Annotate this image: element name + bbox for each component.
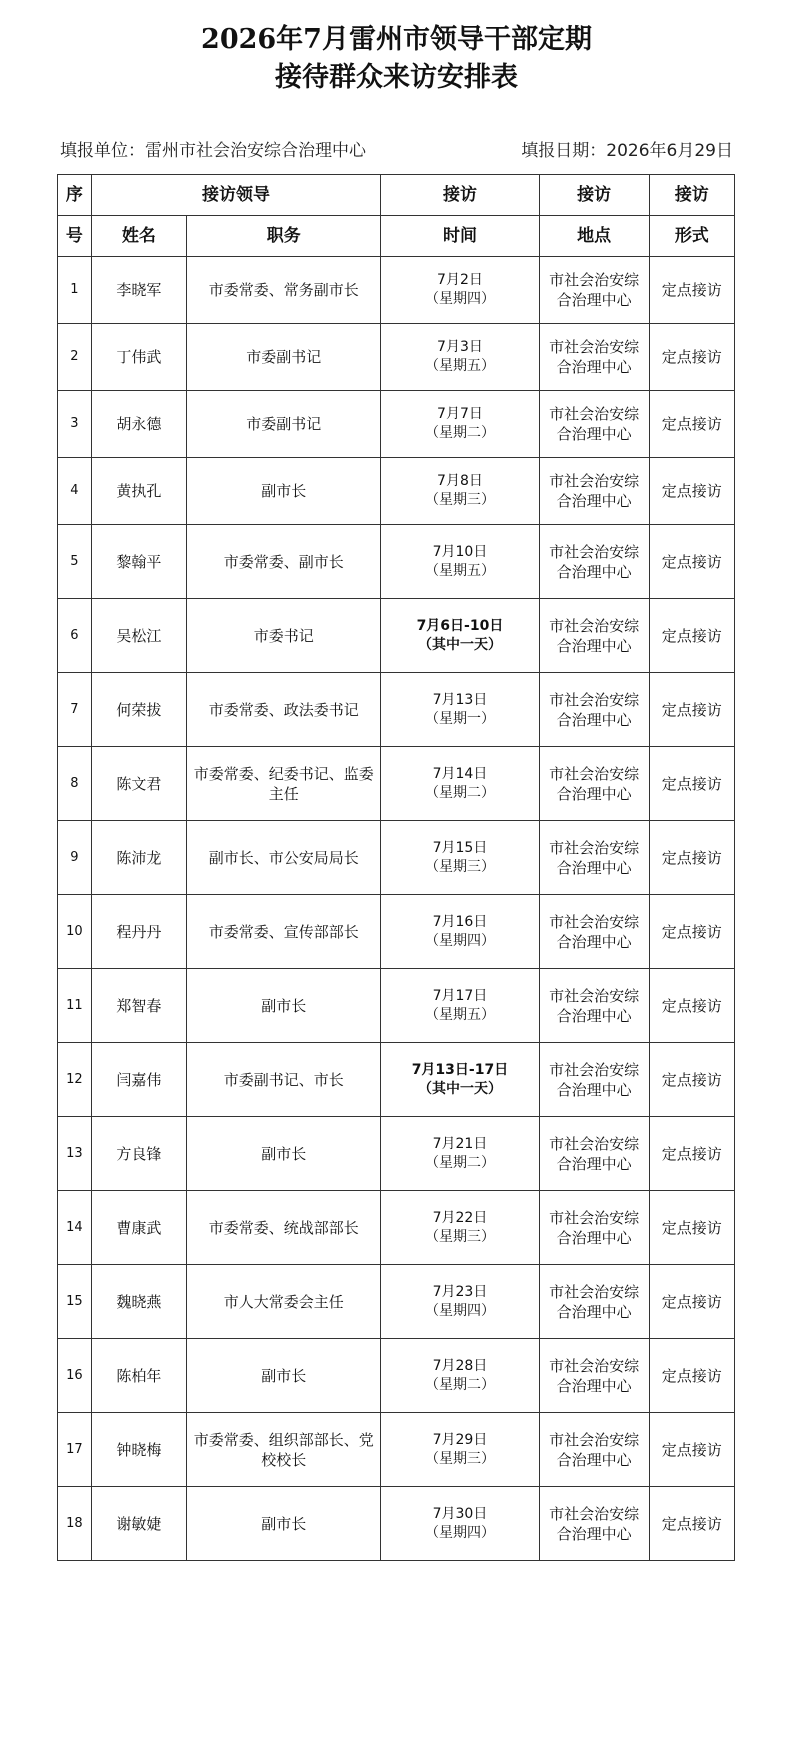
row-weekday: （星期二） (424, 784, 495, 801)
row-weekday: （星期二） (424, 1376, 495, 1393)
table-row (58, 324, 735, 391)
row-time (381, 895, 539, 969)
table-row (58, 257, 735, 324)
row-seq: 16 (58, 1339, 92, 1413)
row-seq: 1 (58, 257, 92, 324)
row-place: 市社会治安综合治理中心 (539, 673, 649, 747)
header-seq-bottom: 号 (58, 216, 92, 257)
row-name: 黎翰平 (91, 525, 186, 599)
row-form: 定点接访 (649, 1413, 734, 1487)
row-seq: 7 (58, 673, 92, 747)
row-form: 定点接访 (649, 969, 734, 1043)
row-place: 市社会治安综合治理中心 (539, 1191, 649, 1265)
row-form: 定点接访 (649, 458, 734, 525)
row-name: 吴松江 (91, 599, 186, 673)
row-weekday: （星期三） (424, 1228, 495, 1245)
table-row (58, 895, 735, 969)
row-place: 市社会治安综合治理中心 (539, 1043, 649, 1117)
header-form-top: 接访 (649, 175, 734, 216)
row-position: 市委副书记 (187, 391, 381, 458)
row-form: 定点接访 (649, 747, 734, 821)
row-date: 7月8日 (437, 473, 483, 489)
header-form-bottom: 形式 (649, 216, 734, 257)
row-weekday: （星期三） (424, 858, 495, 875)
row-form: 定点接访 (649, 525, 734, 599)
row-weekday: （星期四） (424, 932, 495, 949)
row-seq: 6 (58, 599, 92, 673)
table-row (58, 391, 735, 458)
row-date: 7月16日 (432, 913, 488, 930)
row-time (381, 324, 539, 391)
row-place: 市社会治安综合治理中心 (539, 458, 649, 525)
row-time (381, 969, 539, 1043)
row-seq: 15 (58, 1265, 92, 1339)
header-place-top: 接访 (539, 175, 649, 216)
row-time (381, 391, 539, 458)
row-time (381, 747, 539, 821)
row-date: 7月13日-17日 (411, 1061, 509, 1078)
row-weekday: （星期四） (424, 291, 495, 307)
row-date: 7月3日 (437, 339, 483, 355)
row-form: 定点接访 (649, 1191, 734, 1265)
row-time (381, 525, 539, 599)
row-position: 副市长 (187, 1339, 381, 1413)
row-name: 钟晓梅 (91, 1413, 186, 1487)
row-place: 市社会治安综合治理中心 (539, 599, 649, 673)
row-seq: 5 (58, 525, 92, 599)
row-name: 胡永德 (91, 391, 186, 458)
table-row (58, 1191, 735, 1265)
row-time (381, 1117, 539, 1191)
row-name: 陈沛龙 (91, 821, 186, 895)
row-weekday: （星期三） (424, 1450, 495, 1467)
row-date: 7月10日 (432, 543, 488, 560)
row-position: 副市长 (187, 1487, 381, 1561)
row-time (381, 1413, 539, 1487)
row-name: 谢敏婕 (91, 1487, 186, 1561)
row-name: 黄执孔 (91, 458, 186, 525)
header-time-bottom: 时间 (381, 216, 539, 257)
row-seq: 3 (58, 391, 92, 458)
row-place: 市社会治安综合治理中心 (539, 1265, 649, 1339)
header-seq-top: 序 (58, 175, 92, 216)
row-seq: 14 (58, 1191, 92, 1265)
row-seq: 13 (58, 1117, 92, 1191)
document-title-line1: 2026年7月雷州市领导干部定期 (201, 24, 592, 55)
row-form: 定点接访 (649, 1043, 734, 1117)
row-place: 市社会治安综合治理中心 (539, 1487, 649, 1561)
row-form: 定点接访 (649, 895, 734, 969)
row-name: 丁伟武 (91, 324, 186, 391)
row-name: 陈文君 (91, 747, 186, 821)
row-name: 何荣拔 (91, 673, 186, 747)
row-time (381, 1265, 539, 1339)
row-date: 7月7日 (437, 406, 483, 422)
row-seq: 18 (58, 1487, 92, 1561)
row-position: 市委常委、纪委书记、监委主任 (187, 747, 381, 821)
row-form: 定点接访 (649, 599, 734, 673)
row-seq: 8 (58, 747, 92, 821)
row-weekday: （星期五） (424, 358, 495, 374)
row-place: 市社会治安综合治理中心 (539, 747, 649, 821)
row-name: 李晓军 (91, 257, 186, 324)
header-position: 职务 (187, 216, 381, 257)
row-place: 市社会治安综合治理中心 (539, 821, 649, 895)
row-form: 定点接访 (649, 1487, 734, 1561)
row-position: 副市长 (187, 1117, 381, 1191)
header-time-top: 接访 (381, 175, 539, 216)
row-seq: 11 (58, 969, 92, 1043)
row-date: 7月17日 (432, 987, 488, 1004)
row-position: 市委常委、统战部部长 (187, 1191, 381, 1265)
row-time (381, 257, 539, 324)
row-position: 副市长 (187, 458, 381, 525)
row-date: 7月23日 (432, 1283, 488, 1300)
table-row (58, 1117, 735, 1191)
row-place: 市社会治安综合治理中心 (539, 969, 649, 1043)
table-row (58, 1413, 735, 1487)
table-row (58, 1043, 735, 1117)
row-date: 7月6日-10日 (416, 617, 504, 634)
row-weekday: （星期四） (424, 1302, 495, 1319)
row-date: 7月2日 (437, 272, 483, 288)
row-seq: 10 (58, 895, 92, 969)
row-weekday: （星期三） (424, 492, 495, 508)
row-position: 副市长 (187, 969, 381, 1043)
row-weekday: （其中一天） (417, 636, 502, 653)
row-time (381, 1043, 539, 1117)
row-name: 郑智春 (91, 969, 186, 1043)
row-date: 7月13日 (432, 691, 488, 708)
row-seq: 12 (58, 1043, 92, 1117)
row-time (381, 1191, 539, 1265)
row-form: 定点接访 (649, 1117, 734, 1191)
row-name: 闫嘉伟 (91, 1043, 186, 1117)
row-position: 市委常委、常务副市长 (187, 257, 381, 324)
table-row (58, 1339, 735, 1413)
row-position: 市委常委、宣传部部长 (187, 895, 381, 969)
row-time (381, 599, 539, 673)
table-row (58, 1265, 735, 1339)
row-position: 市委常委、政法委书记 (187, 673, 381, 747)
row-weekday: （其中一天） (417, 1080, 502, 1097)
row-date: 7月28日 (432, 1357, 488, 1374)
row-place: 市社会治安综合治理中心 (539, 1413, 649, 1487)
table-row (58, 969, 735, 1043)
row-name: 曹康武 (91, 1191, 186, 1265)
schedule-table (57, 174, 735, 1561)
row-time (381, 821, 539, 895)
table-row (58, 1487, 735, 1561)
row-position: 市委副书记、市长 (187, 1043, 381, 1117)
header-row-bottom (58, 216, 735, 257)
row-position: 市委常委、组织部部长、党校校长 (187, 1413, 381, 1487)
row-time (381, 1339, 539, 1413)
row-position: 市委书记 (187, 599, 381, 673)
row-seq: 9 (58, 821, 92, 895)
row-name: 方良锋 (91, 1117, 186, 1191)
row-form: 定点接访 (649, 1265, 734, 1339)
header-row-top (58, 175, 735, 216)
header-leader-group: 接访领导 (91, 175, 381, 216)
row-position: 市委副书记 (187, 324, 381, 391)
row-name: 程丹丹 (91, 895, 186, 969)
row-weekday: （星期二） (424, 425, 495, 441)
row-date: 7月30日 (432, 1505, 488, 1522)
row-time (381, 458, 539, 525)
document-title-line2: 接待群众来访安排表 (275, 62, 518, 93)
fill-date: 填报日期：2026年6月29日 (521, 141, 733, 161)
row-place: 市社会治安综合治理中心 (539, 257, 649, 324)
row-position: 副市长、市公安局局长 (187, 821, 381, 895)
table-row (58, 821, 735, 895)
row-place: 市社会治安综合治理中心 (539, 895, 649, 969)
table-row (58, 673, 735, 747)
row-date: 7月29日 (432, 1431, 488, 1448)
header-name: 姓名 (91, 216, 186, 257)
row-seq: 17 (58, 1413, 92, 1487)
row-weekday: （星期四） (424, 1524, 495, 1541)
row-date: 7月21日 (432, 1135, 488, 1152)
table-row (58, 525, 735, 599)
row-position: 市委常委、副市长 (187, 525, 381, 599)
row-place: 市社会治安综合治理中心 (539, 525, 649, 599)
row-place: 市社会治安综合治理中心 (539, 1117, 649, 1191)
row-date: 7月22日 (432, 1209, 488, 1226)
row-weekday: （星期五） (424, 1006, 495, 1023)
row-name: 陈柏年 (91, 1339, 186, 1413)
row-form: 定点接访 (649, 821, 734, 895)
row-date: 7月14日 (432, 765, 488, 782)
row-weekday: （星期二） (424, 1154, 495, 1171)
row-weekday: （星期一） (424, 710, 495, 727)
row-form: 定点接访 (649, 1339, 734, 1413)
row-seq: 2 (58, 324, 92, 391)
row-form: 定点接访 (649, 391, 734, 458)
row-place: 市社会治安综合治理中心 (539, 324, 649, 391)
row-form: 定点接访 (649, 673, 734, 747)
row-seq: 4 (58, 458, 92, 525)
row-form: 定点接访 (649, 324, 734, 391)
row-weekday: （星期五） (424, 562, 495, 579)
table-row (58, 458, 735, 525)
row-time (381, 1487, 539, 1561)
row-date: 7月15日 (432, 839, 488, 856)
row-time (381, 673, 539, 747)
table-row (58, 599, 735, 673)
fill-unit: 填报单位：雷州市社会治安综合治理中心 (60, 141, 366, 161)
header-place-bottom: 地点 (539, 216, 649, 257)
row-position: 市人大常委会主任 (187, 1265, 381, 1339)
row-form: 定点接访 (649, 257, 734, 324)
row-place: 市社会治安综合治理中心 (539, 391, 649, 458)
row-place: 市社会治安综合治理中心 (539, 1339, 649, 1413)
table-row (58, 747, 735, 821)
row-name: 魏晓燕 (91, 1265, 186, 1339)
